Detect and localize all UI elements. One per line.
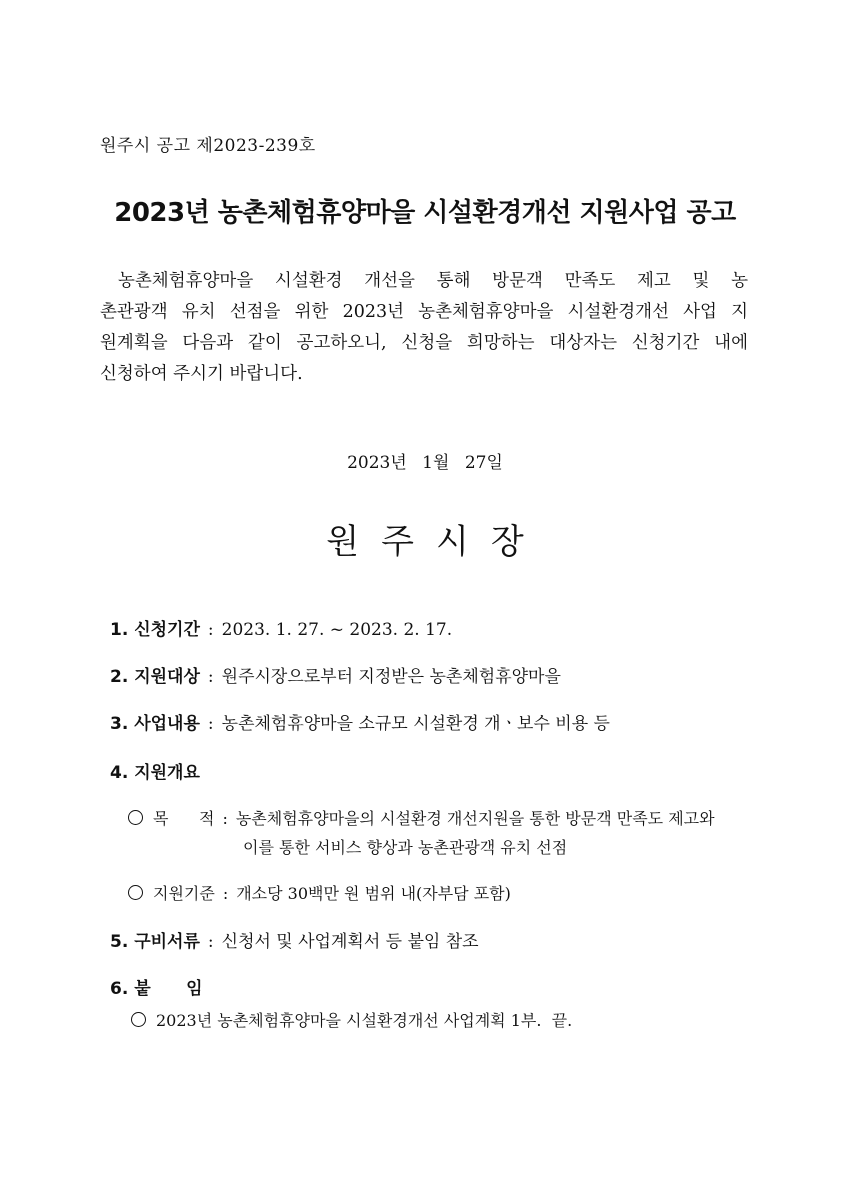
issuer-name: 원주시장 bbox=[326, 522, 546, 562]
item-attachment bbox=[110, 974, 203, 999]
purpose-label: 목 적 bbox=[153, 809, 215, 828]
purpose-line-1: 농촌체험휴양마을의 시설환경 개선지원을 통한 방문객 만족도 제고와 bbox=[235, 809, 715, 828]
item-separator: : bbox=[207, 620, 214, 640]
circle-bullet-icon bbox=[131, 1012, 146, 1027]
intro-line-3: 원계획을 다음과 같이 공고하오니, 신청을 희망하는 대상자는 신청기간 내에 bbox=[100, 333, 748, 353]
item-separator: : bbox=[207, 714, 214, 734]
item-separator: : bbox=[207, 932, 214, 952]
intro-line-2: 촌관광객 유치 선점을 위한 2023년 농촌체험휴양마을 시설환경개선 사업 지 bbox=[100, 302, 748, 322]
document-title: 2023년 농촌체험휴양마을 시설환경개선 지원사업 공고 bbox=[114, 198, 736, 228]
overview-criteria bbox=[128, 881, 511, 904]
intro-paragraph bbox=[100, 266, 748, 390]
purpose-line-2: 이를 통한 서비스 향상과 농촌관광객 유치 선점 bbox=[243, 838, 568, 857]
circle-bullet-icon bbox=[128, 885, 143, 900]
item-application-period bbox=[110, 615, 452, 640]
item-heading: 1. 신청기간 bbox=[110, 620, 200, 640]
notice-date: 2023년 1월 27일 bbox=[347, 453, 503, 473]
item-heading: 2. 지원대상 bbox=[110, 667, 200, 687]
criteria-text: 개소당 30백만 원 범위 내(자부담 포함) bbox=[236, 884, 511, 903]
item-project-content bbox=[110, 709, 610, 734]
item-separator: : bbox=[207, 667, 214, 687]
attachment-entry bbox=[131, 1008, 572, 1031]
overview-purpose bbox=[128, 806, 715, 829]
circle-bullet-icon bbox=[128, 810, 143, 825]
intro-line-4: 신청하여 주시기 바랍니다. bbox=[100, 364, 303, 384]
item-support-overview bbox=[110, 758, 200, 783]
item-required-documents bbox=[110, 927, 479, 952]
item-eligible-target bbox=[110, 662, 561, 687]
notice-number: 원주시 공고 제2023-239호 bbox=[100, 136, 316, 156]
item-heading: 4. 지원개요 bbox=[110, 763, 200, 783]
item-heading: 5. 구비서류 bbox=[110, 932, 200, 952]
item-text: 신청서 및 사업계획서 등 붙임 참조 bbox=[221, 932, 479, 952]
item-heading: 6. 붙 임 bbox=[110, 979, 203, 999]
item-text: 농촌체험휴양마을 소규모 시설환경 개ㆍ보수 비용 등 bbox=[221, 714, 610, 734]
item-text: 원주시장으로부터 지정받은 농촌체험휴양마을 bbox=[221, 667, 561, 687]
purpose-separator: : bbox=[222, 809, 228, 828]
item-text: 2023. 1. 27. ~ 2023. 2. 17. bbox=[221, 620, 453, 640]
criteria-separator: : bbox=[222, 884, 229, 903]
attachment-text: 2023년 농촌체험휴양마을 시설환경개선 사업계획 1부. 끝. bbox=[156, 1011, 573, 1030]
intro-line-1: 농촌체험휴양마을 시설환경 개선을 통해 방문객 만족도 제고 및 농 bbox=[118, 271, 748, 291]
criteria-label: 지원기준 bbox=[153, 884, 215, 903]
item-heading: 3. 사업내용 bbox=[110, 714, 200, 734]
